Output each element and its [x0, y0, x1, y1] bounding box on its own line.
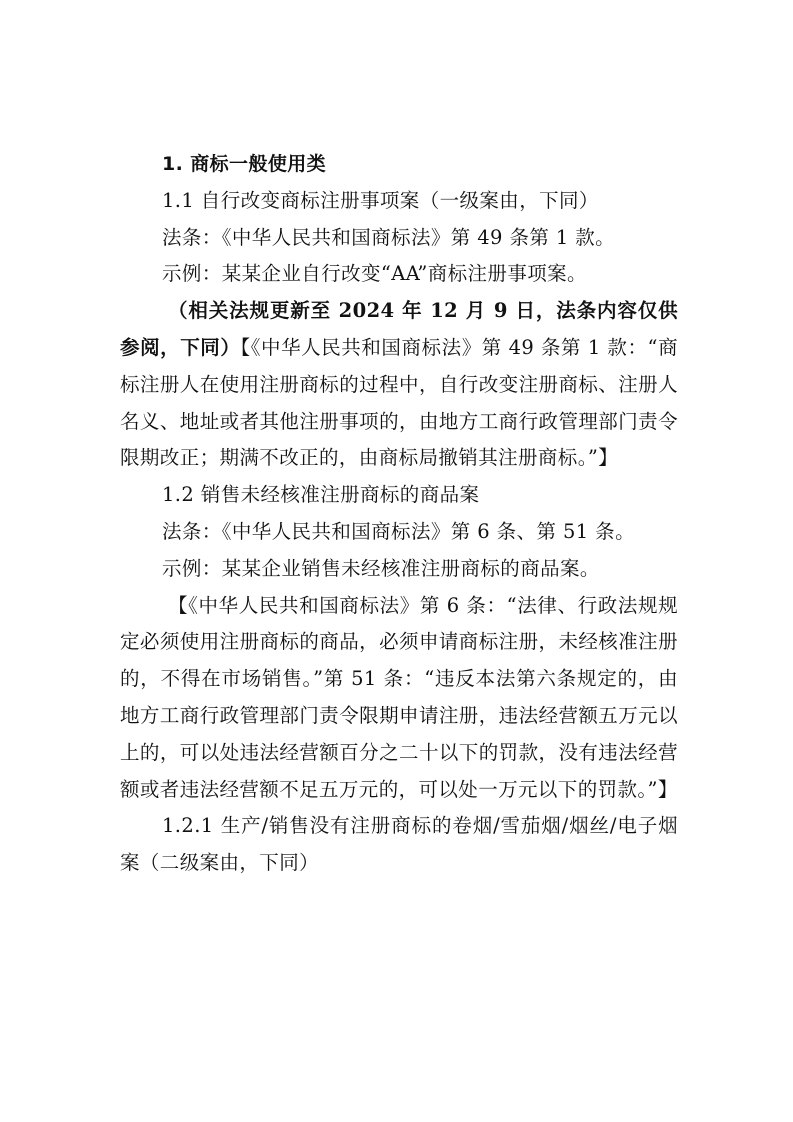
case-1-2-note: 【《中华人民共和国商标法》第 6 条：“法律、行政法规规定必须使用注册商标的商品，必须申请商标注册，未经核准注册的，不得在市场销售。”第 51 条：“违反本法第六条规定的，由地方工商行政管理部门责令限期申请注册，违法经营额五万元以上的，可以处违法经营额百分之二十以下的罚款，没有违法经营额或者违法经营额不足五万元的，可以处一万元以下的罚款。”】 [120, 593, 678, 801]
case-1-1-example: 示例：某某企业自行改变“AA”商标注册事项案。 [162, 262, 587, 286]
case-1-1-title: 1.1 自行改变商标注册事项案（一级案由，下同） [162, 188, 599, 212]
case-1-1-law: 法条：《中华人民共和国商标法》第 49 条第 1 款。 [162, 225, 616, 249]
case-1-2-example: 示例：某某企业销售未经核准注册商标的商品案。 [162, 556, 600, 580]
case-1-2-title: 1.2 销售未经核准注册商标的商品案 [162, 483, 480, 507]
case-1-2-law: 法条：《中华人民共和国商标法》第 6 条、第 51 条。 [162, 519, 635, 543]
case-1-1-note-prefix: （相关法规更新至 2024 年 12 月 9 日，法条内容仅供参阅，下同） [120, 299, 678, 359]
case-1-1-note [120, 293, 678, 477]
case-1-1-note-body: 【《中华人民共和国商标法》第 49 条第 1 款：“商标注册人在使用注册商标的过程中，自行改变注册商标、注册人名义、地址或者其他注册事项的，由地方工商行政管理部门责令限期改正；期满不改正的，由商标局撤销其注册商标。”】 [120, 335, 678, 470]
document-body [120, 146, 678, 882]
section-heading: 1. 商标一般使用类 [162, 153, 327, 175]
case-1-2-1-title: 1.2.1 生产/销售没有注册商标的卷烟/雪茄烟/烟丝/电子烟案（二级案由，下同） [120, 814, 678, 875]
